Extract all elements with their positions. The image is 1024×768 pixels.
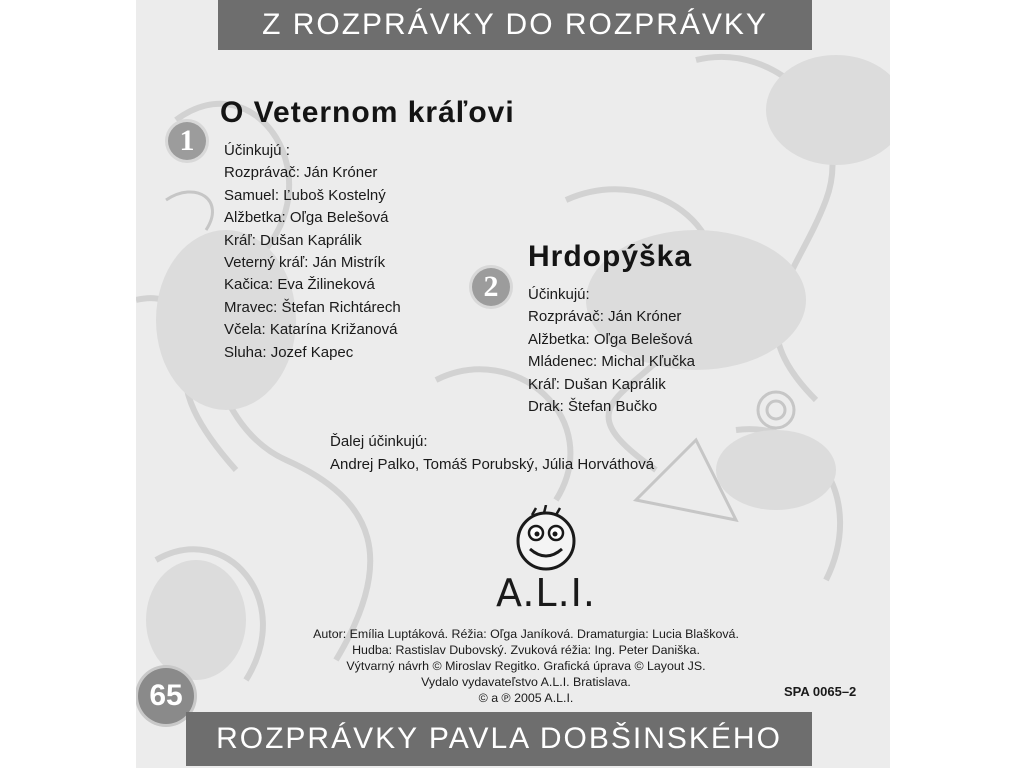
cast-line: Sluha: Jozef Kapec	[224, 343, 354, 361]
cast-line: Alžbetka: Oľga Belešová	[224, 209, 389, 227]
volume-number: 65	[149, 679, 183, 712]
credit-line: Výtvarný návrh © Miroslav Regitko. Grafická úprava © Layout JS.	[346, 659, 706, 673]
additional-cast-label: Ďalej účinkujú:	[330, 433, 428, 450]
story-number-1: 1	[168, 122, 206, 160]
logo-text: A.L.I.	[496, 571, 596, 615]
cast-line: Kačica: Eva Žilineková	[224, 276, 375, 294]
additional-cast	[330, 430, 654, 476]
cast-line: Rozprávač: Ján Króner	[528, 308, 682, 326]
series-title: Z ROZPRÁVKY DO ROZPRÁVKY	[262, 8, 768, 41]
additional-cast-names: Andrej Palko, Tomáš Porubský, Júlia Horváthová	[330, 456, 655, 473]
cast-line: Veterný kráľ: Ján Mistrík	[224, 254, 386, 272]
ali-logo	[486, 505, 606, 615]
cast-line: Kráľ: Dušan Kaprálik	[224, 231, 362, 249]
story-title-2: Hrdopýška	[528, 240, 693, 273]
cast-line: Včela: Katarína Križanová	[224, 321, 398, 339]
smiley-face-icon	[486, 505, 606, 575]
cast-line: Samuel: Ľuboš Kostelný	[224, 186, 386, 204]
cast-line: Účinkujú :	[224, 142, 290, 159]
collection-title-banner	[186, 712, 812, 766]
cast-line: Mládenec: Michal Kľučka	[528, 353, 695, 371]
credit-line: © a ℗ 2005 A.L.I.	[478, 691, 574, 705]
cast-line: Drak: Štefan Bučko	[528, 398, 658, 416]
story-number-2: 2	[472, 268, 510, 306]
catalog-number: SPA 0065–2	[784, 684, 857, 699]
production-credits	[246, 626, 806, 706]
story-cast-2	[528, 284, 695, 418]
cast-line: Mravec: Štefan Richtárech	[224, 298, 401, 316]
series-title-banner	[218, 0, 812, 50]
credit-line: Vydalo vydavateľstvo A.L.I. Bratislava.	[421, 675, 631, 689]
cast-line: Kráľ: Dušan Kaprálik	[528, 375, 666, 393]
credit-line: Hudba: Rastislav Dubovský. Zvuková réžia: Ing. Peter Daniška.	[352, 643, 700, 657]
cast-line: Účinkujú:	[528, 286, 590, 303]
collection-title: ROZPRÁVKY PAVLA DOBŠINSKÉHO	[216, 722, 782, 755]
cast-line: Alžbetka: Oľga Belešová	[528, 330, 693, 348]
story-cast-1	[224, 140, 401, 364]
credit-line: Autor: Emília Luptáková. Réžia: Oľga Janíková. Dramaturgia: Lucia Blašková.	[313, 627, 739, 641]
cd-cover	[136, 0, 890, 768]
story-title-1: O Veternom kráľovi	[220, 96, 515, 129]
cast-line: Rozprávač: Ján Króner	[224, 164, 378, 182]
